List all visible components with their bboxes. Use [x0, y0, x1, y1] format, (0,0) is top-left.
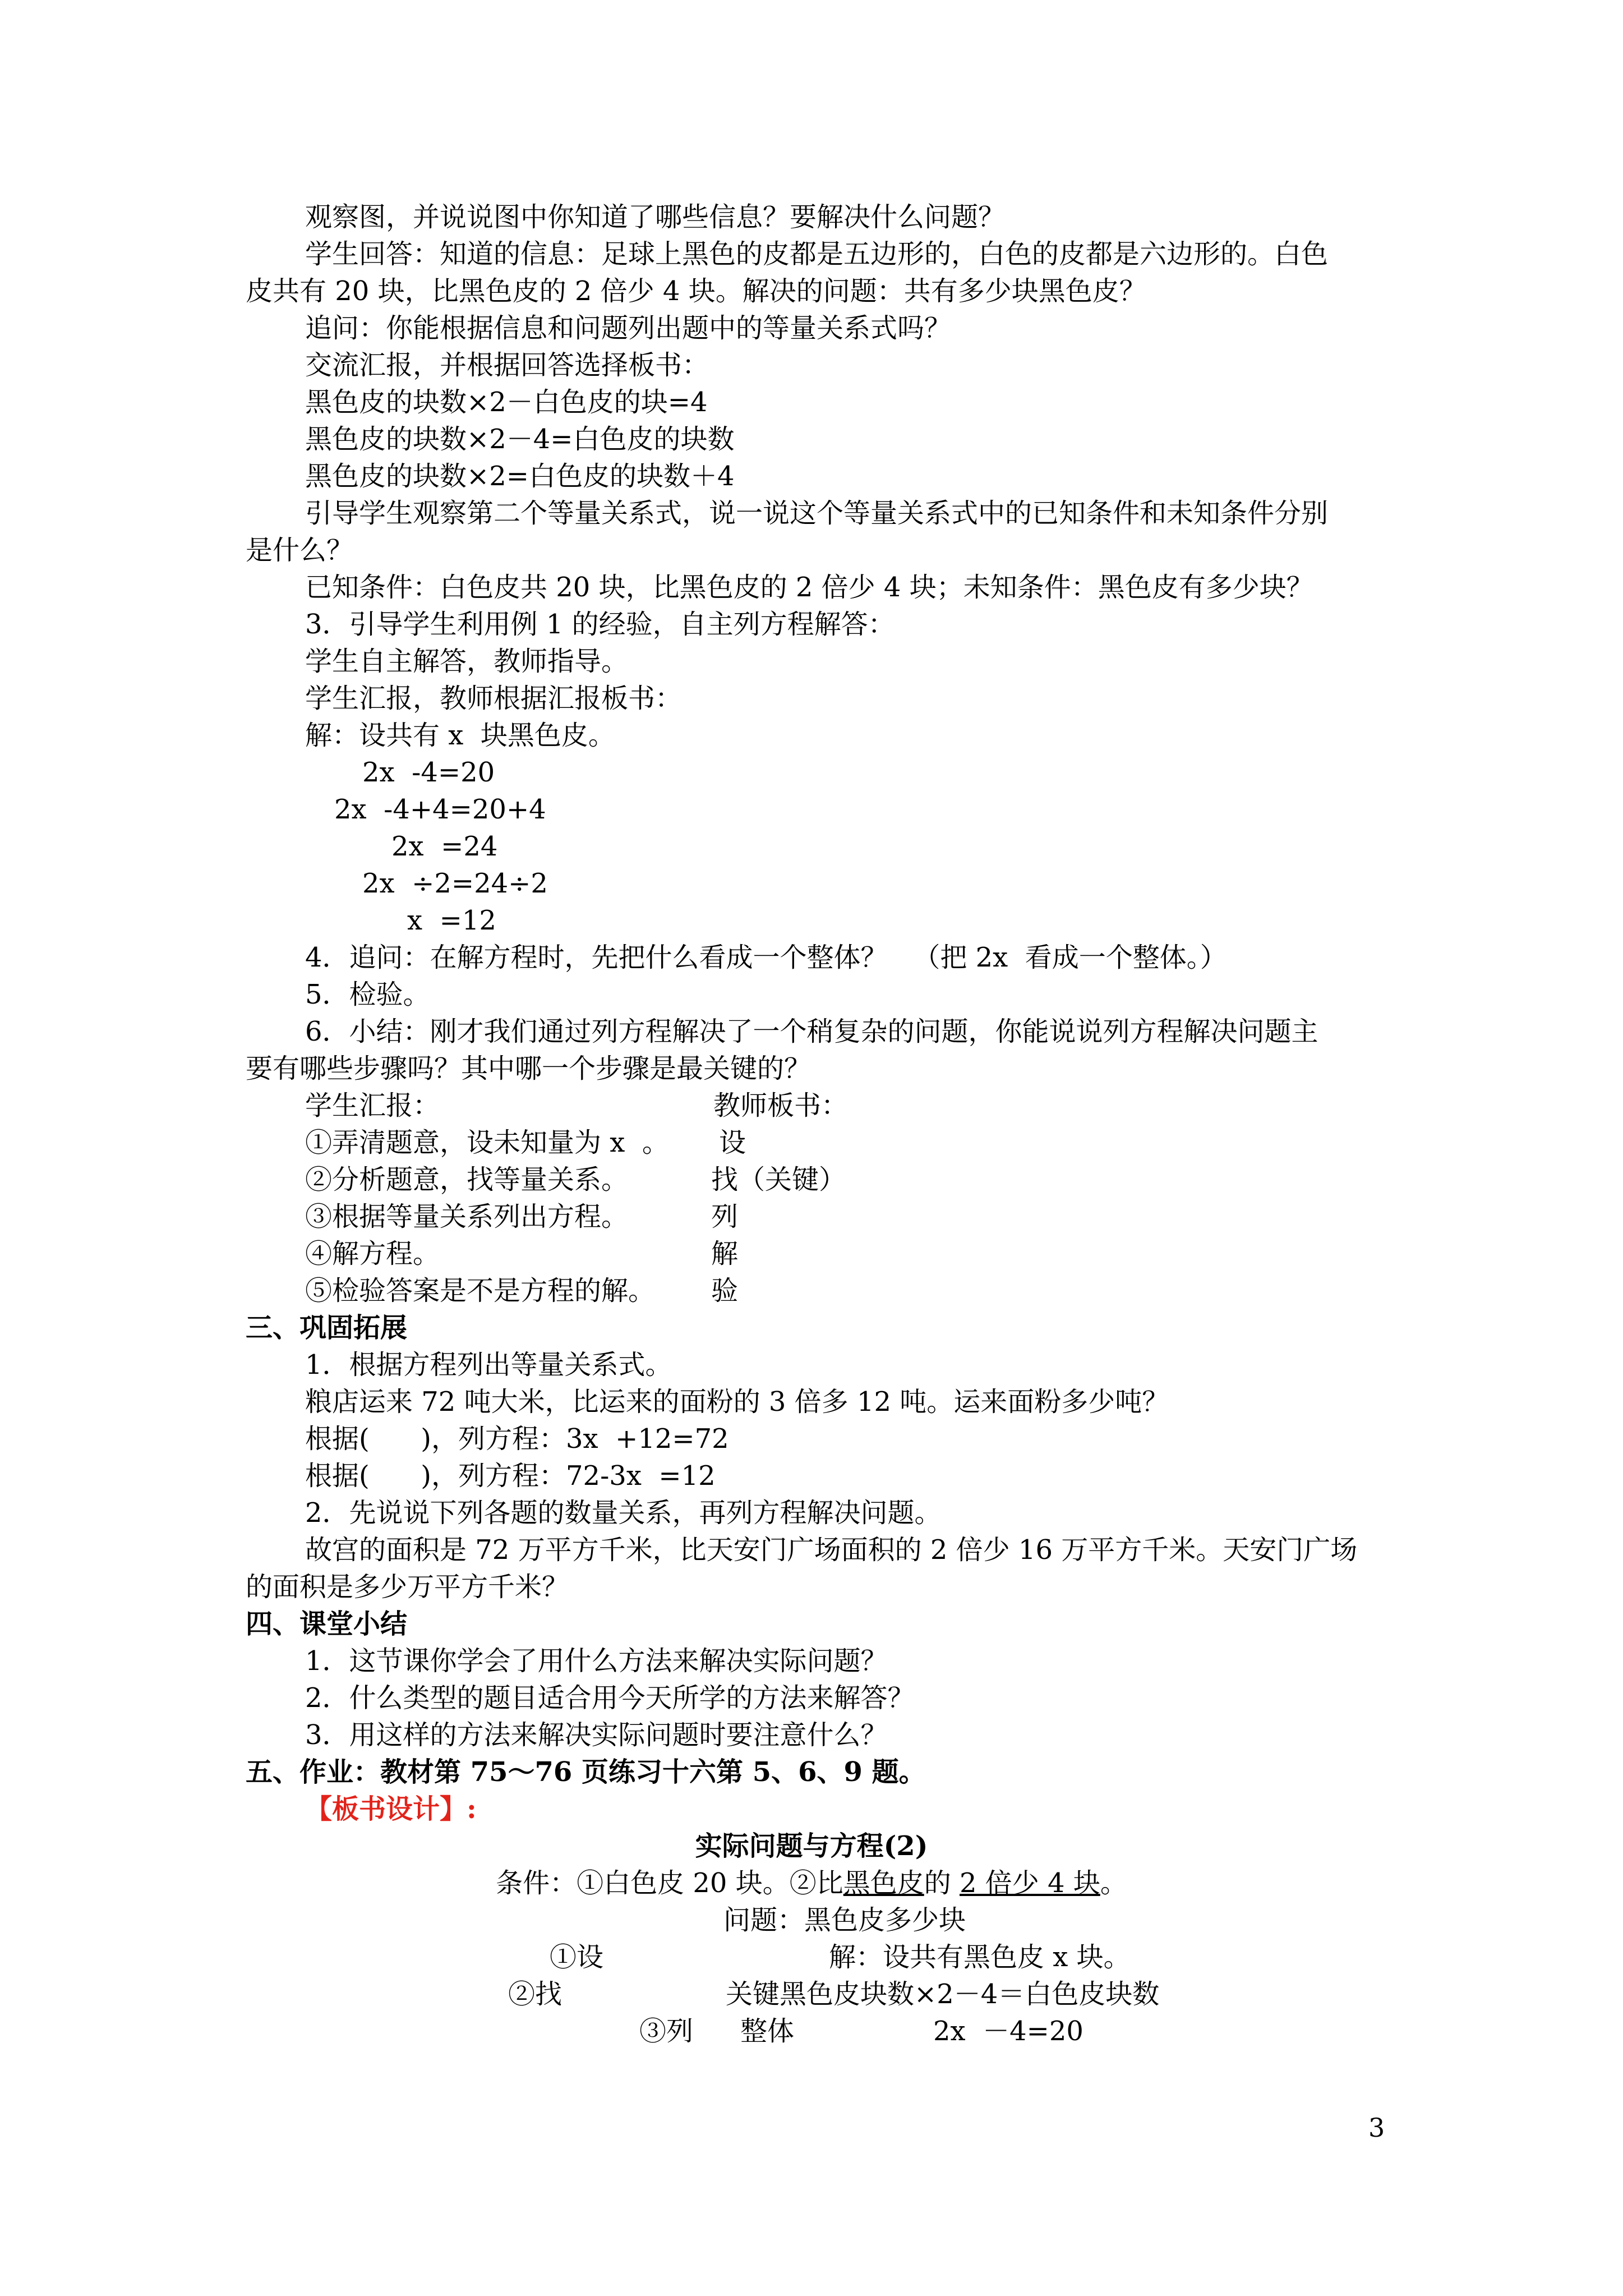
- text-line: 皮共有 20 块，比黑色皮的 2 倍少 4 块。解决的问题：共有多少块黑色皮？: [246, 275, 1146, 307]
- text-line: 学生回答：知道的信息：足球上黑色的皮都是五边形的，白色的皮都是六边形的。白色: [305, 238, 1329, 270]
- summary-keyword: 列: [711, 1201, 739, 1232]
- solution-step: 2x -4=20: [362, 757, 495, 788]
- summary-keyword: 解: [711, 1238, 739, 1269]
- board-step: ③列: [639, 2016, 694, 2047]
- text-line: 2．先说说下列各题的数量关系，再列方程解决问题。: [305, 1497, 942, 1529]
- summary-step: ②分析题意，找等量关系。: [305, 1164, 629, 1195]
- board-condition-text: 的: [924, 1867, 960, 1899]
- page-number: 3: [1368, 2113, 1385, 2143]
- text-line: 引导学生观察第二个等量关系式，说一说这个等量关系式中的已知条件和未知条件分别: [305, 498, 1329, 529]
- summary-step: ⑤检验答案是不是方程的解。: [305, 1275, 656, 1306]
- board-condition-text: 条件：①白色皮 20 块。②比: [496, 1867, 843, 1899]
- summary-step: ④解方程。: [305, 1238, 440, 1269]
- text-line: 追问：你能根据信息和问题列出题中的等量关系式吗？: [305, 312, 952, 344]
- summary-keyword: 设: [719, 1127, 746, 1158]
- text-line: 学生自主解答，教师指导。: [305, 646, 629, 677]
- board-condition-text: 。: [1100, 1867, 1127, 1899]
- board-condition-line: [0, 1865, 1623, 1902]
- text-line: 根据( )，列方程：3x +12=72: [305, 1423, 729, 1455]
- solution-line: 解：设共有 x 块黑色皮。: [305, 720, 615, 751]
- equation-line: 黑色皮的块数×2－白色皮的块=4: [305, 386, 708, 418]
- board-step-detail: 整体: [740, 2016, 795, 2047]
- text-line: 1．这节课你学会了用什么方法来解决实际问题？: [305, 1645, 888, 1677]
- text-line: 要有哪些步骤吗？其中哪一个步骤是最关键的？: [246, 1053, 811, 1084]
- text-line: 根据( )，列方程：72-3x =12: [305, 1460, 716, 1492]
- summary-keyword: 找（关键）: [711, 1164, 846, 1195]
- equation-line: 黑色皮的块数×2－4=白色皮的块数: [305, 424, 735, 455]
- underlined-term: 黑色皮: [843, 1867, 924, 1899]
- board-question: 问题：黑色皮多少块: [723, 1904, 966, 1936]
- text-line: 4．追问：在解方程时，先把什么看成一个整体？ （把 2x 看成一个整体。）: [305, 942, 1227, 973]
- board-step: ①设: [550, 1941, 604, 1973]
- underlined-term: 2 倍少 4 块: [960, 1867, 1100, 1899]
- solution-step: 2x ÷2=24÷2: [362, 868, 548, 899]
- section-heading: 五、作业：教材第 75～76 页练习十六第 5、6、9 题。: [246, 1756, 926, 1788]
- text-line: 5．检验。: [305, 979, 430, 1010]
- text-line: 的面积是多少万平方千米？: [246, 1571, 569, 1603]
- text-line: 3．用这样的方法来解决实际问题时要注意什么？: [305, 1719, 888, 1751]
- board-step-detail: 解：设共有黑色皮 x 块。: [829, 1941, 1131, 1973]
- text-line: 6．小结：刚才我们通过列方程解决了一个稍复杂的问题，你能说说列方程解决问题主: [305, 1016, 1318, 1047]
- solution-step: 2x =24: [391, 831, 498, 862]
- text-line: 是什么？: [246, 535, 354, 566]
- summary-step: ①弄清题意，设未知量为 x 。: [305, 1127, 669, 1158]
- board-title: 实际问题与方程(2): [695, 1830, 928, 1862]
- section-heading: 三、巩固拓展: [246, 1312, 408, 1343]
- text-line: 已知条件：白色皮共 20 块，比黑色皮的 2 倍少 4 块；未知条件：黑色皮有多少块？: [305, 572, 1313, 603]
- board-design-label: 【板书设计】:: [305, 1793, 477, 1825]
- text-line: 学生汇报，教师根据汇报板书：: [305, 683, 683, 714]
- text-line: 故宫的面积是 72 万平方千米，比天安门广场面积的 2 倍少 16 万平方千米。天安门广场: [305, 1534, 1358, 1566]
- summary-student-label: 学生汇报：: [305, 1090, 440, 1121]
- solution-step: 2x -4+4=20+4: [334, 794, 546, 825]
- text-line: 3．引导学生利用例 1 的经验，自主列方程解答：: [305, 609, 895, 640]
- board-step: ②找: [508, 1978, 562, 2010]
- solution-step: x =12: [407, 905, 496, 936]
- summary-keyword: 验: [711, 1275, 739, 1306]
- summary-teacher-label: 教师板书：: [713, 1090, 849, 1121]
- board-step-detail: 关键黑色皮块数×2－4＝白色皮块数: [726, 1978, 1160, 2010]
- text-line: 交流汇报，并根据回答选择板书：: [305, 349, 709, 381]
- summary-step: ③根据等量关系列出方程。: [305, 1201, 629, 1232]
- text-line: 2．什么类型的题目适合用今天所学的方法来解答？: [305, 1682, 915, 1714]
- section-heading: 四、课堂小结: [246, 1608, 408, 1640]
- board-equation: 2x －4=20: [933, 2016, 1083, 2047]
- text-line: 粮店运来 72 吨大米，比运来的面粉的 3 倍多 12 吨。运来面粉多少吨？: [305, 1386, 1169, 1418]
- text-line: 1．根据方程列出等量关系式。: [305, 1349, 672, 1381]
- equation-line: 黑色皮的块数×2=白色皮的块数＋4: [305, 461, 735, 492]
- text-line: 观察图，并说说图中你知道了哪些信息？要解决什么问题？: [305, 201, 1006, 233]
